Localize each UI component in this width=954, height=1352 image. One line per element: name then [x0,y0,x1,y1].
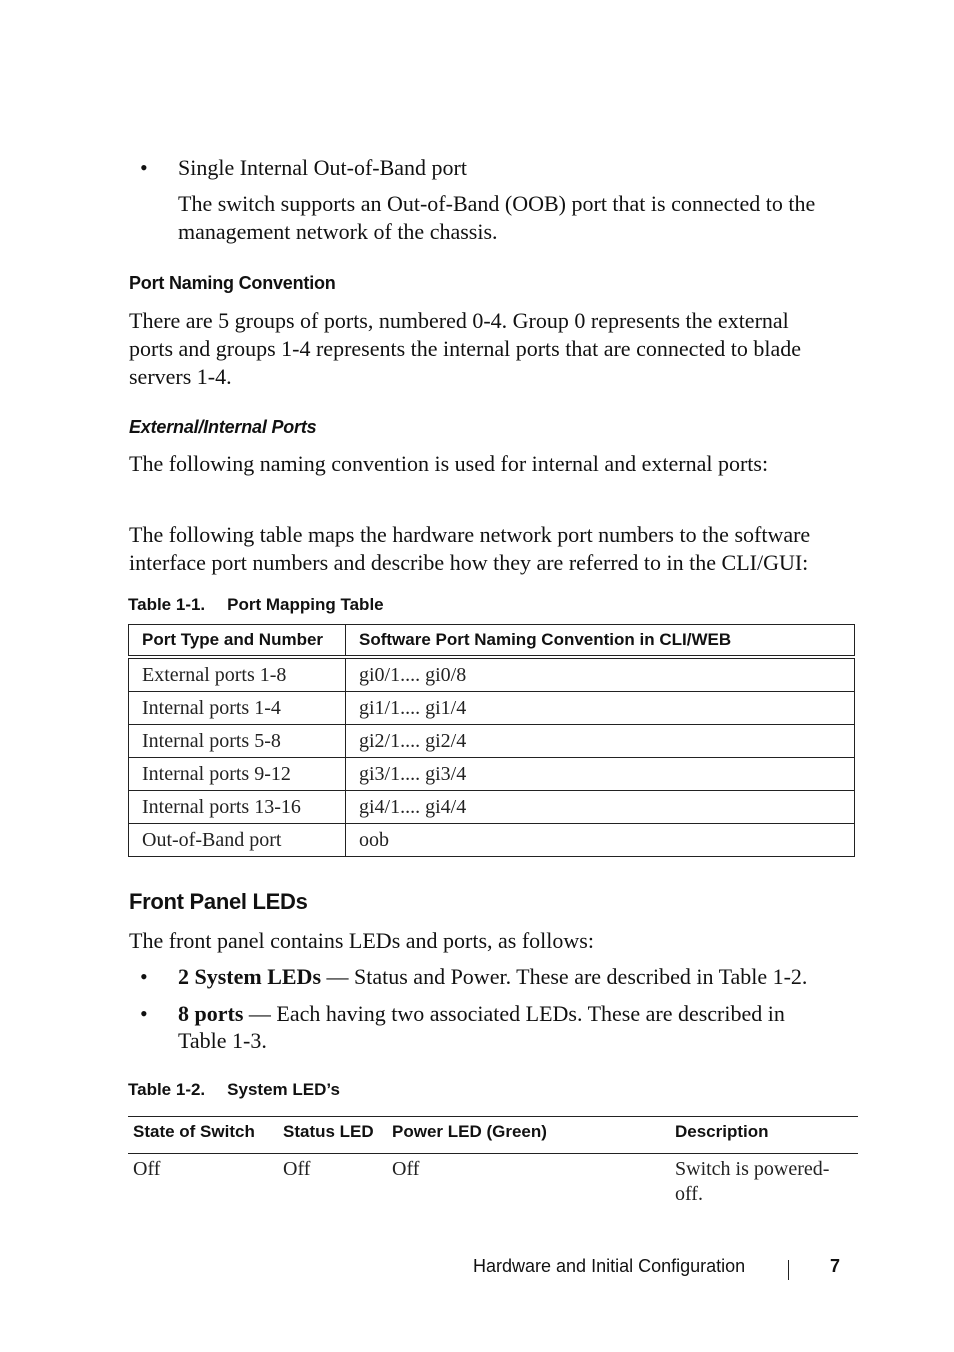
port-naming-cell: oob [346,824,855,857]
paragraph-line: interface port numbers and describe how they are referred to in the CLI/GUI: [129,550,809,575]
front-panel-intro: The front panel contains LEDs and ports, as follows: [129,928,594,953]
ext-int-heading: External/Internal Ports [129,417,317,437]
column-header: Power LED (Green) [392,1122,547,1141]
table1-caption-title: Port Mapping Table [227,595,384,614]
table-row [129,791,855,824]
oob-description-line: The switch supports an Out-of-Band (OOB) port that is connected to the [178,191,816,216]
port-type-cell: Internal ports 9-12 [129,758,346,791]
bullet-bold-term: 8 ports [178,1001,244,1026]
paragraph-line: servers 1-4. [129,364,232,389]
port-naming-cell: gi0/1.... gi0/8 [346,657,855,692]
port-type-cell: Out-of-Band port [129,824,346,857]
description-line: Switch is powered- [675,1158,830,1180]
description-cell [675,1157,829,1207]
oob-description [178,190,815,246]
table2-caption [128,1080,340,1100]
oob-bullet-title: Single Internal Out-of-Band port [178,155,467,180]
page-number: 7 [830,1256,841,1276]
table-row [129,758,855,791]
port-naming-heading: Port Naming Convention [129,273,336,293]
paragraph-line: The following table maps the hardware network port numbers to the software [129,522,811,547]
table-row [129,657,855,692]
ext-int-intro: The following naming convention is used for internal and external ports: [129,451,769,476]
port-naming-paragraph [129,307,801,391]
footer-divider [788,1260,789,1280]
front-panel-heading: Front Panel LEDs [129,889,308,914]
port-type-cell: Internal ports 5-8 [129,725,346,758]
table-row [129,725,855,758]
footer-section-title: Hardware and Initial Configuration [473,1256,746,1276]
bullet-marker: • [140,155,148,180]
port-naming-cell: gi1/1.... gi1/4 [346,692,855,725]
port-mapping-table [128,624,855,857]
table2-caption-title: System LED’s [227,1080,340,1099]
bullet-marker: • [140,964,148,989]
port-type-cell: Internal ports 1-4 [129,692,346,725]
port-naming-cell: gi4/1.... gi4/4 [346,791,855,824]
table1-caption-number: Table 1-1. [128,595,206,614]
bullet-bold-term: 2 System LEDs [178,964,322,989]
column-header: Software Port Naming Convention in CLI/WEB [346,625,855,658]
power-led-cell: Off [392,1158,420,1180]
port-naming-cell: gi2/1.... gi2/4 [346,725,855,758]
column-header: State of Switch [133,1122,255,1141]
ports-bullet-continuation: Table 1-3. [178,1028,267,1053]
table-top-rule [128,1116,858,1117]
column-header: Description [675,1122,769,1141]
description-line: off. [675,1183,703,1205]
oob-description-line: management network of the chassis. [178,219,498,244]
table-row [129,692,855,725]
table-header-row [129,625,855,658]
port-type-cell: Internal ports 13-16 [129,791,346,824]
column-header: Status LED [283,1122,374,1141]
paragraph-line: There are 5 groups of ports, numbered 0-4. Group 0 represents the external [129,308,789,333]
bullet-description: — Status and Power. These are described in Table 1-2. [321,964,808,989]
paragraph-line: ports and groups 1-4 represents the internal ports that are connected to blade [129,336,801,361]
bullet-description: — Each having two associated LEDs. These are described in [243,1001,785,1026]
port-type-cell: External ports 1-8 [129,657,346,692]
state-cell: Off [133,1158,161,1180]
table-intro-paragraph [129,521,810,577]
table-header-rule [128,1153,858,1154]
column-header: Port Type and Number [129,625,346,658]
status-led-cell: Off [283,1158,311,1180]
bullet-marker: • [140,1001,148,1026]
port-naming-cell: gi3/1.... gi3/4 [346,758,855,791]
table2-caption-number: Table 1-2. [128,1080,206,1099]
table-row [129,824,855,857]
table1-caption [128,595,384,615]
